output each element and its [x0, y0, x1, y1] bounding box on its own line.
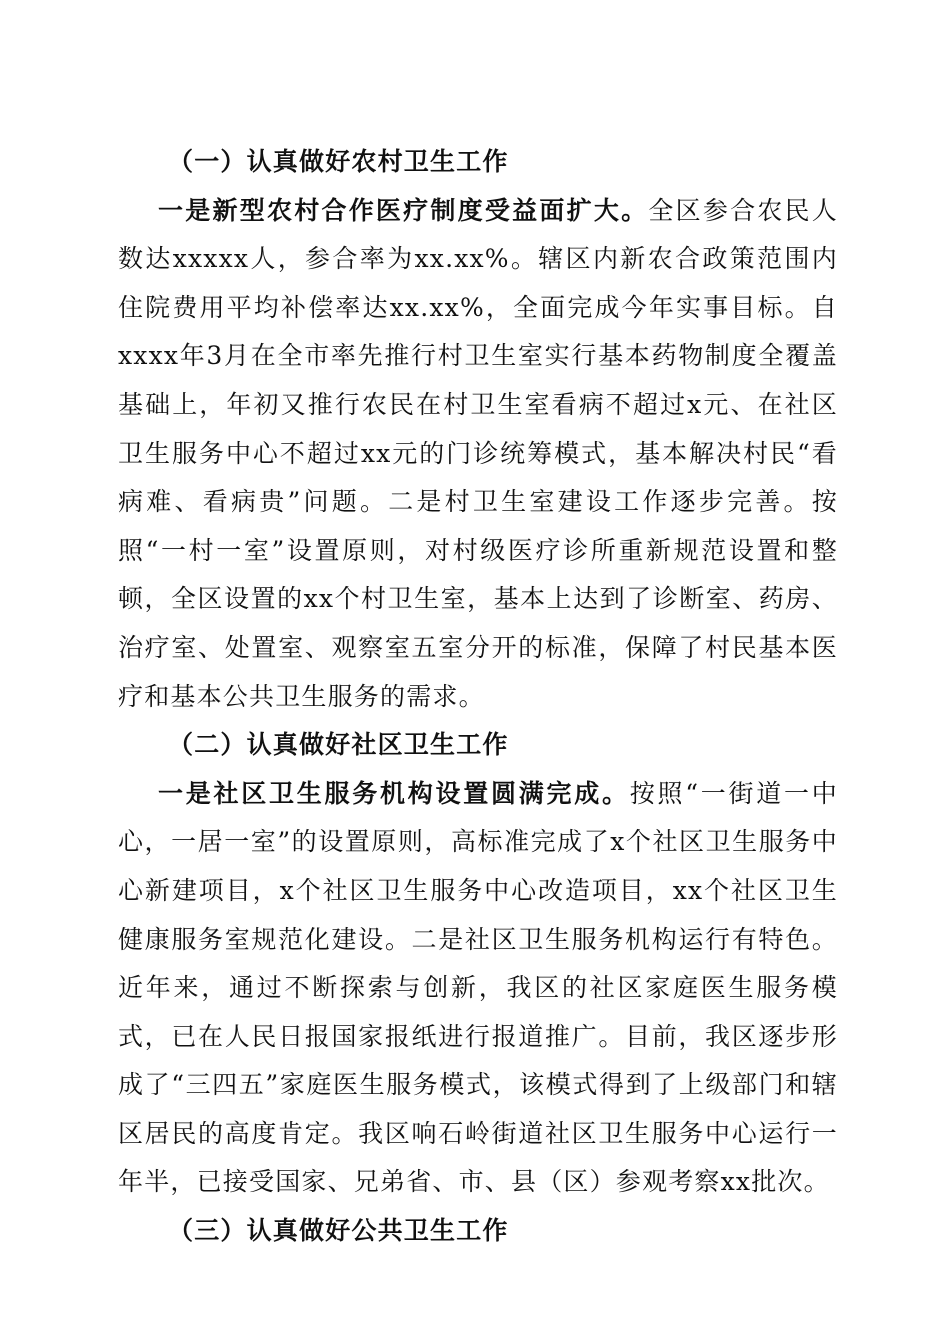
section-2-paragraph	[118, 770, 838, 1207]
section-2-heading: （二）认真做好社区卫生工作	[168, 730, 509, 760]
section-1-lead: 一是新型农村合作医疗制度受益面扩大。	[158, 195, 649, 225]
section-1-heading: （一）认真做好农村卫生工作	[168, 147, 509, 176]
section-1-paragraph	[118, 187, 838, 722]
section-2-lead: 一是社区卫生服务机构设置圆满完成。	[158, 778, 630, 808]
section-3-heading: （三）认真做好公共卫生工作	[168, 1216, 509, 1246]
section-1-body: 全区参合农民人数达xxxxx人，参合率为xx.xx%。辖区内新农合政策范围内住院费用平均补偿率达xx.xx%，全面完成今年实事目标。自xxxx年3月在全市率先推行村卫生室实行基本药物制度全覆盖基础上，年初又推行农民在村卫生室看病不超过x元、在社区卫生服务中心不超过xx元的门诊统筹模式，基本解决村民“看病难、看病贵”问题。二是村卫生室建设工作逐步完善。按照“一村一室”设置原则，对村级医疗诊所重新规范设置和整顿，全区设置的xx个村卫生室，基本上达到了诊断室、药房、治疗室、处置室、观察室五室分开的标准，保障了村民基本医疗和基本公共卫生服务的需求。	[118, 195, 838, 711]
document-body	[118, 138, 838, 1256]
section-2-body: 按照“一街道一中心，一居一室”的设置原则，高标准完成了x个社区卫生服务中心新建项目，x个社区卫生服务中心改造项目，xx个社区卫生健康服务室规范化建设。二是社区卫生服务机构运行有特色。近年来，通过不断探索与创新，我区的社区家庭医生服务模式，已在人民日报国家报纸进行报道推广。目前，我区逐步形成了“三四五”家庭医生服务模式，该模式得到了上级部门和辖区居民的高度肯定。我区响石岭街道社区卫生服务中心运行一年半，已接受国家、兄弟省、市、县（区）参观考察xx批次。	[118, 778, 838, 1197]
